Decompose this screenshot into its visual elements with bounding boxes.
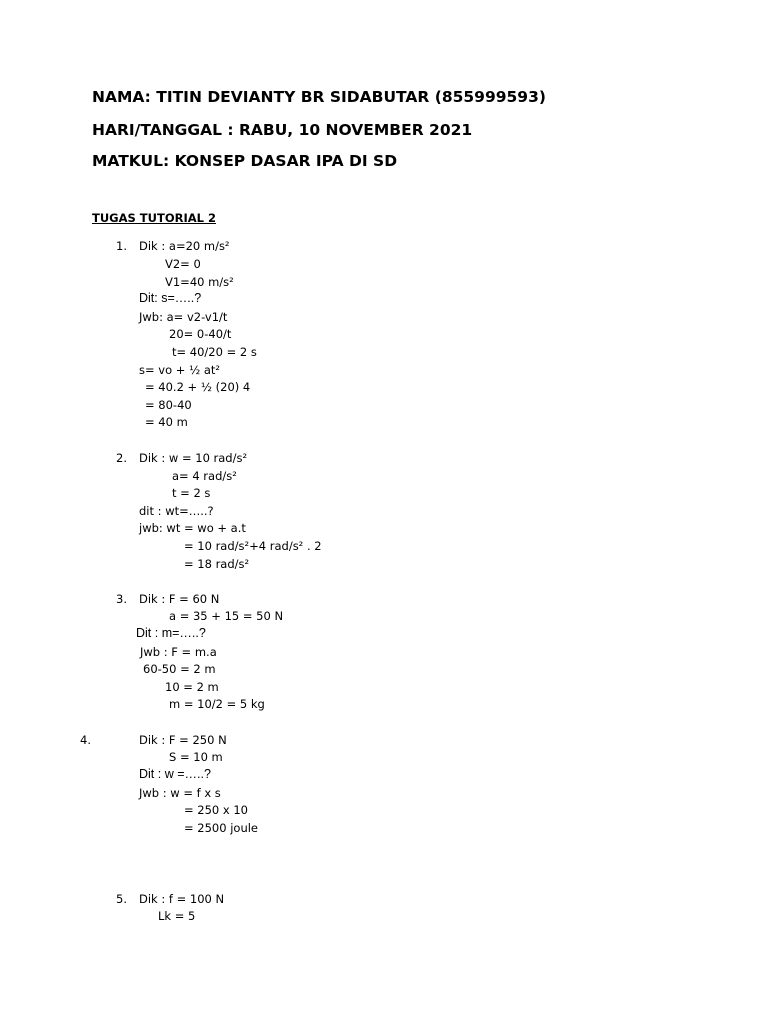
- problem-line: Jwb: a= v2-v1/t: [139, 310, 228, 324]
- problem-line: Dit : m=…..?: [136, 626, 206, 640]
- problem-line: t= 40/20 = 2 s: [172, 345, 257, 359]
- problem-line: m = 10/2 = 5 kg: [169, 697, 265, 711]
- problem-number: 3.: [116, 592, 127, 606]
- problem-line: Dik : a=20 m/s²: [139, 239, 230, 253]
- problem-line: S = 10 m: [169, 750, 223, 764]
- problem-line: 60-50 = 2 m: [143, 662, 216, 676]
- problem-number: 4.: [80, 733, 91, 747]
- student-name: NAMA: TITIN DEVIANTY BR SIDABUTAR (855999593): [92, 88, 546, 106]
- problem-number: 2.: [116, 451, 127, 465]
- problem-line: = 80-40: [145, 398, 192, 412]
- problem-line: = 40 m: [145, 415, 188, 429]
- date-line: HARI/TANGGAL : RABU, 10 NOVEMBER 2021: [92, 121, 473, 139]
- problem-line: a= 4 rad/s²: [172, 469, 237, 483]
- problem-line: Lk = 5: [158, 909, 196, 923]
- problem-line: Dik : F = 60 N: [139, 592, 220, 606]
- problem-line: = 2500 joule: [184, 821, 259, 835]
- problem-line: V1=40 m/s²: [165, 275, 234, 289]
- problem-line: dit : wt=…..?: [139, 504, 214, 518]
- problem-line: s= vo + ½ at²: [139, 363, 221, 377]
- problem-line: a = 35 + 15 = 50 N: [169, 609, 284, 623]
- problem-line: Dit : w =…..?: [139, 767, 211, 781]
- problem-line: Dik : w = 10 rad/s²: [139, 451, 248, 465]
- problem-line: = 10 rad/s²+4 rad/s² . 2: [184, 539, 322, 553]
- problem-line: t = 2 s: [172, 486, 211, 500]
- problem-line: = 18 rad/s²: [184, 557, 250, 571]
- problem-line: 20= 0-40/t: [169, 327, 232, 341]
- problem-line: Jwb : w = f x s: [139, 786, 221, 800]
- problem-line: Jwb : F = m.a: [140, 645, 217, 659]
- problem-line: Dik : F = 250 N: [139, 733, 227, 747]
- problem-number: 1.: [116, 239, 127, 253]
- problem-line: = 250 x 10: [184, 803, 248, 817]
- assignment-title: TUGAS TUTORIAL 2: [92, 211, 216, 225]
- problem-line: Dik : f = 100 N: [139, 892, 225, 906]
- problem-line: 10 = 2 m: [165, 680, 219, 694]
- course-line: MATKUL: KONSEP DASAR IPA DI SD: [92, 152, 398, 170]
- problem-line: V2= 0: [165, 257, 201, 271]
- problem-number: 5.: [116, 892, 127, 906]
- problem-line: = 40.2 + ½ (20) 4: [145, 380, 251, 394]
- problem-line: Dit: s=…..?: [139, 291, 202, 305]
- problem-line: jwb: wt = wo + a.t: [139, 521, 246, 535]
